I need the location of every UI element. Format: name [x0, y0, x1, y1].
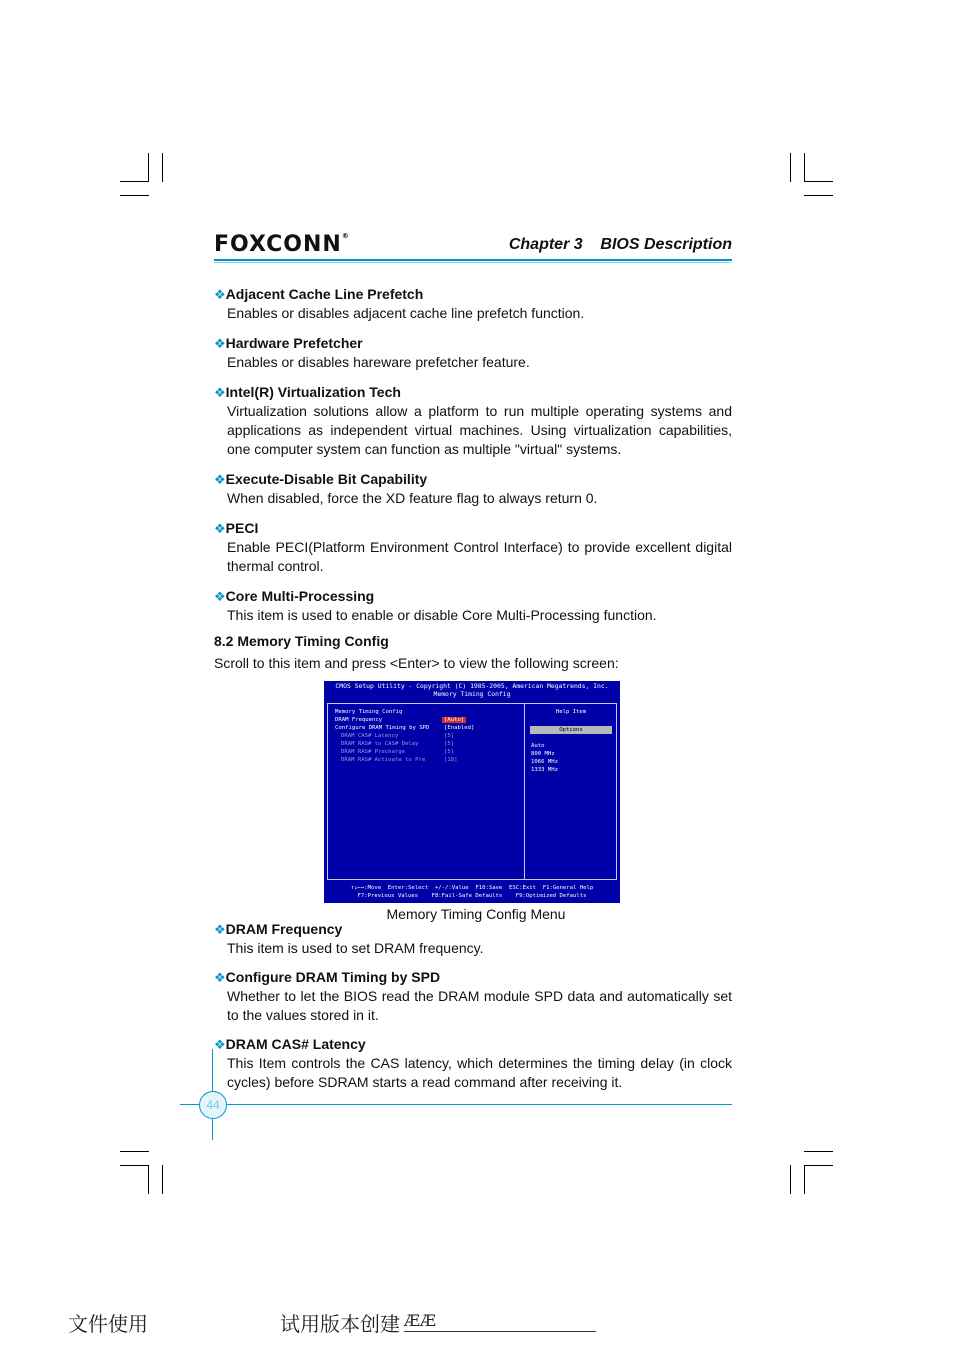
item-description: Enable PECI(Platform Environment Control Interface) to provide excellent digital thermal control. — [227, 539, 732, 574]
bios-footer-keys: ↑↓←→:Move Enter:Select +/-/:Value F10:Save ESC:Exit F1:General Help — [350, 885, 594, 891]
foxconn-logo: FOXCONN® — [214, 232, 350, 257]
page-number: 44 — [199, 1091, 227, 1119]
crop-mark — [120, 195, 149, 196]
diamond-bullet-icon: ❖ — [214, 521, 226, 536]
diamond-bullet-icon: ❖ — [214, 589, 226, 604]
section-intro: Scroll to this item and press <Enter> to view the following screen: — [214, 655, 619, 671]
crop-mark — [790, 1165, 791, 1194]
bios-row-dram-frequency: DRAM Frequency — [335, 717, 383, 723]
item-description: When disabled, force the XD feature flag to always return 0. — [227, 490, 598, 506]
bios-footer-defaults: F7:Previous Values F8:Fail-Safe Defaults F9:Optimized Defaults — [357, 893, 587, 899]
item-configure-spd: ❖Configure DRAM Timing by SPD Whether to let the BIOS read the DRAM module SPD data and automatically set to the values stored in it. — [214, 969, 732, 1023]
bios-title: CMOS Setup Utility - Copyright (C) 1985-2005, American Megatrends, Inc. Memory Timing Config — [335, 682, 609, 698]
bios-help-title: Help Item — [555, 709, 587, 715]
crop-mark — [148, 153, 149, 182]
bios-row-ras-precharge: DRAM RAS# Precharge — [341, 749, 405, 755]
header-rule-light — [214, 262, 732, 263]
diamond-bullet-icon: ❖ — [214, 472, 226, 487]
section-title: 8.2 Memory Timing Config — [214, 633, 389, 649]
crop-mark — [120, 1151, 149, 1152]
bios-option: 1333 MHz — [531, 767, 558, 773]
diamond-bullet-icon: ❖ — [214, 922, 226, 937]
crop-mark — [804, 195, 833, 196]
bios-option: Auto — [531, 743, 545, 749]
bios-row-ras-cas: DRAM RAS# to CAS# Delay — [341, 741, 419, 747]
bios-row-ras-activate: DRAM RAS# Activate to Pre — [341, 757, 426, 763]
diamond-bullet-icon: ❖ — [214, 970, 226, 985]
crop-mark — [804, 1151, 833, 1152]
item-description: Whether to let the BIOS read the DRAM module SPD data and automatically set to the values stored in it. — [227, 988, 732, 1023]
crop-mark — [804, 153, 805, 182]
bios-menu-header: Memory Timing Config — [335, 709, 403, 715]
diamond-bullet-icon: ❖ — [214, 1037, 226, 1052]
crop-mark — [804, 181, 833, 182]
bios-option: 1066 MHz — [531, 759, 558, 765]
header-rule — [214, 259, 732, 261]
watermark-left: 文件使用 — [68, 1312, 148, 1336]
diamond-bullet-icon: ❖ — [214, 287, 226, 302]
item-dram-frequency: ❖DRAM Frequency This item is used to set DRAM frequency. — [214, 920, 732, 958]
item-cas-latency: ❖DRAM CAS# Latency This Item controls the CAS latency, which determines the timing delay (in clock cycles) before SDRAM starts a read command after receiving it. — [214, 1036, 732, 1090]
item-peci: ❖PECI Enable PECI(Platform Environment Control Interface) to provide excellent digital thermal control. — [214, 520, 732, 574]
bios-options-bar: Options — [530, 726, 612, 734]
crop-mark — [148, 1165, 149, 1194]
bios-value-cas-latency: [5] — [444, 733, 455, 739]
bios-value-dram-frequency: [Auto] — [444, 717, 465, 723]
bios-row-configure-spd: Configure DRAM Timing by SPD — [335, 725, 430, 731]
footer-rule — [180, 1104, 732, 1105]
item-description: Virtualization solutions allow a platform to run multiple operating systems and applications as independent virtual machines. Using virtualization capabilities, one computer system can function as multiple "virtual" systems. — [227, 403, 732, 457]
bios-divider — [524, 703, 525, 880]
crop-mark — [162, 1165, 163, 1194]
item-virtualization: ❖Intel(R) Virtualization Tech Virtualization solutions allow a platform to run multiple operating systems and applications as independent virtual machines. Using virtualization capabilities, one computer system can function as multiple "virtual" systems. — [214, 384, 732, 457]
crop-mark — [790, 153, 791, 182]
item-description: Enables or disables adjacent cache line prefetch function. — [227, 305, 585, 321]
bios-value-ras-activate: [18] — [444, 757, 458, 763]
chapter-section: BIOS Description — [600, 236, 732, 253]
crop-mark — [162, 153, 163, 182]
item-execute-disable: ❖Execute-Disable Bit Capability When disabled, force the XD feature flag to always return 0. — [214, 470, 732, 508]
figure-caption: Memory Timing Config Menu — [386, 906, 566, 922]
item-adjacent-cache: ❖Adjacent Cache Line Prefetch Enables or disables adjacent cache line prefetch function. — [214, 285, 732, 323]
crop-mark — [120, 1165, 149, 1166]
item-description: This Item controls the CAS latency, which determines the timing delay (in clock cycles) before SDRAM starts a read command after receiving it. — [227, 1055, 732, 1090]
bios-screenshot — [324, 681, 620, 903]
diamond-bullet-icon: ❖ — [214, 336, 226, 351]
chapter-label: Chapter 3 — [508, 236, 583, 253]
bios-value-ras-cas: [5] — [444, 741, 455, 747]
watermark-right: 试用版本创建 — [280, 1312, 400, 1336]
chapter-heading — [470, 236, 732, 254]
crop-mark — [804, 1165, 833, 1166]
bios-value-ras-precharge: [5] — [444, 749, 455, 755]
diamond-bullet-icon: ❖ — [214, 385, 226, 400]
item-description: This item is used to enable or disable Core Multi-Processing function. — [227, 607, 657, 623]
crop-mark — [120, 181, 149, 182]
bios-option: 800 MHz — [531, 751, 555, 757]
item-core-multiprocessing: ❖Core Multi-Processing This item is used to enable or disable Core Multi-Processing function. — [214, 587, 732, 625]
bios-row-cas-latency: DRAM CAS# Latency — [341, 733, 399, 739]
item-hardware-prefetcher: ❖Hardware Prefetcher Enables or disables hareware prefetcher feature. — [214, 334, 732, 372]
watermark-underline — [404, 1331, 596, 1332]
crop-mark — [804, 1165, 805, 1194]
watermark-tail: ÆÆ — [404, 1311, 437, 1330]
item-description: This item is used to set DRAM frequency. — [227, 940, 484, 956]
item-description: Enables or disables hareware prefetcher feature. — [227, 354, 530, 370]
bios-value-configure-spd: [Enabled] — [444, 725, 475, 731]
